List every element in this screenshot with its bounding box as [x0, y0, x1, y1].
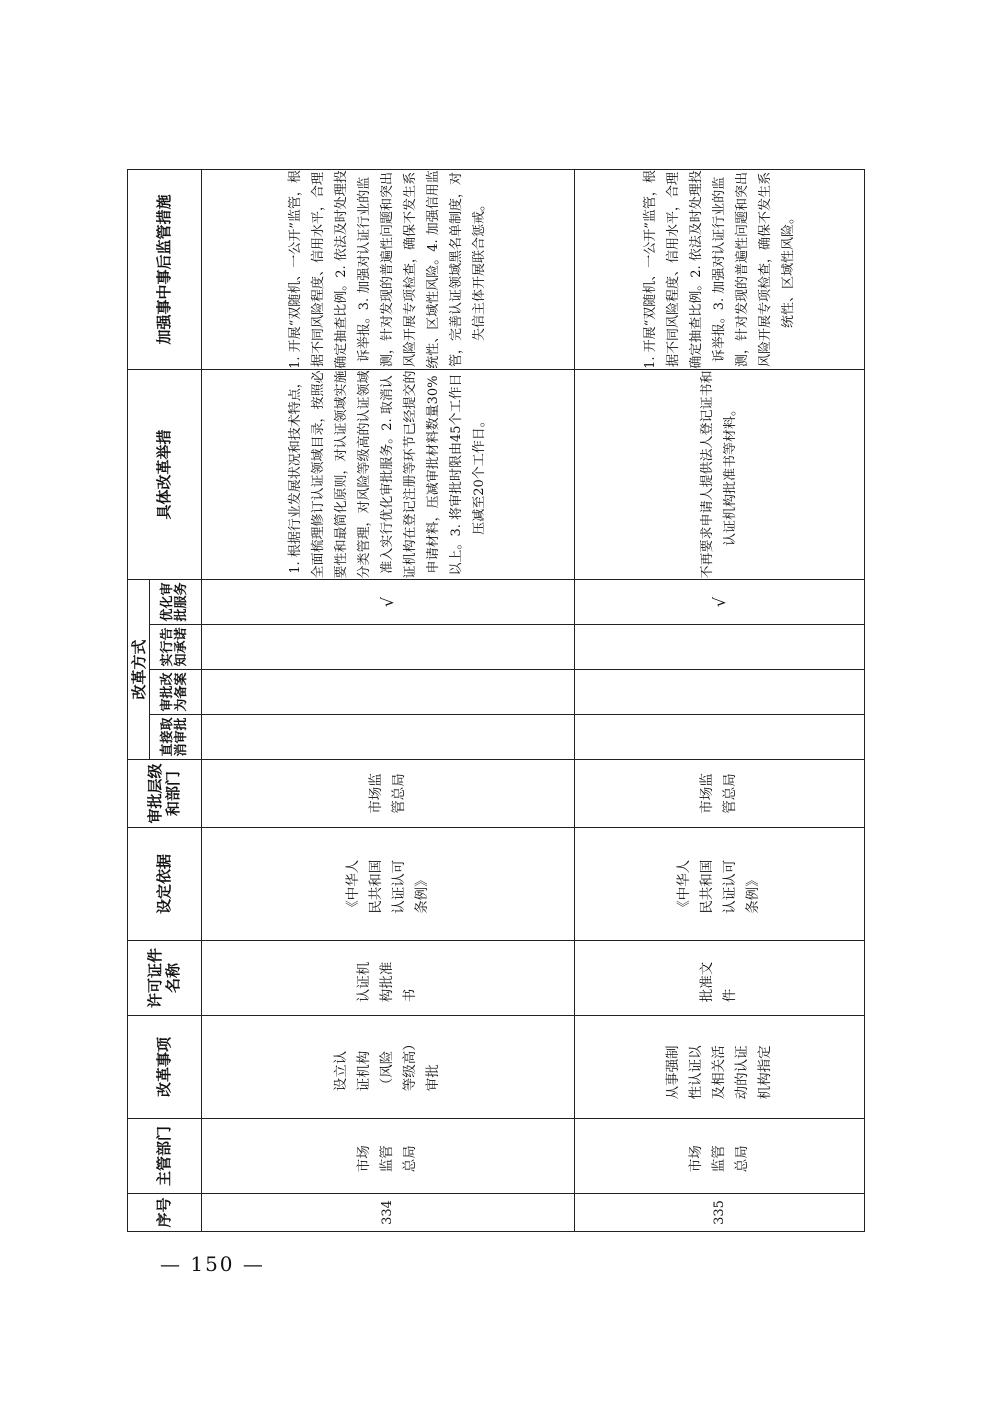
row-mode-optimize: √ — [574, 579, 864, 624]
header-basis: 设定依据 — [128, 828, 202, 941]
row-mode-filing — [574, 670, 864, 715]
row-dept: 市场监管总局 — [574, 1119, 864, 1194]
header-dept: 主管部门 — [128, 1119, 202, 1194]
row-item: 设立认证机构（风险等级高）审批 — [201, 1016, 574, 1119]
header-modes: 改革方式 — [128, 579, 150, 759]
row-mode-optimize: √ — [201, 579, 574, 624]
header-mode-filing: 审批改为备案 — [150, 670, 202, 715]
header-supervision: 加强事中事后监管措施 — [128, 169, 202, 369]
row-measures: 不再要求申请人提供法人登记证书和认证机构批准书等材料。 — [574, 369, 864, 579]
row-permit: 批准文件 — [574, 941, 864, 1016]
row-permit: 认证机构批准书 — [201, 941, 574, 1016]
row-supervision: 1. 开展“双随机、一公开”监管，根据不同风险程度、信用水平，合理确定抽查比例。2. 依法及时处理投诉举报。3. 加强对认证行业的监测，针对发现的普遍性问题和突出风险开展专项检查，确保不发生系统性、区域性风险。4. 加强信用监管，完善认证领域黑名单制度，对失信主体开展联合惩戒。 — [201, 169, 574, 369]
reform-table — [127, 169, 865, 1232]
header-seq: 序号 — [128, 1194, 202, 1232]
row-mode-cancel — [574, 715, 864, 760]
table-row — [574, 169, 864, 1231]
row-level: 市场监管总局 — [201, 760, 574, 828]
header-level: 审批层级和部门 — [128, 760, 202, 828]
row-basis: 《中华人民共和国认证认可条例》 — [574, 828, 864, 941]
row-dept: 市场监管总局 — [201, 1119, 574, 1194]
row-supervision: 1. 开展“双随机、一公开”监管，根据不同风险程度、信用水平，合理确定抽查比例。2. 依法及时处理投诉举报。3. 加强对认证行业的监测，针对发现的普遍性问题和突出风险开展专项检查，确保不发生系统性、区域性风险。 — [574, 169, 864, 369]
header-row — [128, 169, 150, 1231]
header-item: 改革事项 — [128, 1016, 202, 1119]
row-seq: 335 — [574, 1194, 864, 1232]
row-item: 从事强制性认证以及相关活动的认证机构指定 — [574, 1016, 864, 1119]
row-seq: 334 — [201, 1194, 574, 1232]
row-mode-filing — [201, 670, 574, 715]
row-basis: 《中华人民共和国认证认可条例》 — [201, 828, 574, 941]
page-number: — 150 — — [160, 1252, 265, 1276]
row-mode-notify — [201, 625, 574, 670]
row-mode-cancel — [201, 715, 574, 760]
rotated-table-region — [127, 170, 865, 1232]
table-row — [201, 169, 574, 1231]
row-level: 市场监管总局 — [574, 760, 864, 828]
header-mode-cancel: 直接取消审批 — [150, 715, 202, 760]
header-mode-notify: 实行告知承诺 — [150, 625, 202, 670]
header-permit: 许可证件名称 — [128, 941, 202, 1016]
row-mode-notify — [574, 625, 864, 670]
rotated-page-content — [127, 170, 865, 1232]
header-mode-optimize: 优化审批服务 — [150, 579, 202, 624]
header-measures: 具体改革举措 — [128, 369, 202, 579]
row-measures: 1. 根据行业发展状况和技术特点，全面梳理修订认证领域目录，按照必要性和最简化原则，对认证领域实施分类管理，对风险等级高的认证领域准入实行优化审批服务。2. 取消认证机构在登记注册等环节已经提交的申请材料，压减审批材料数量30%以上。3. 将审批时限由45个工作日压减至20个工作日。 — [201, 369, 574, 579]
